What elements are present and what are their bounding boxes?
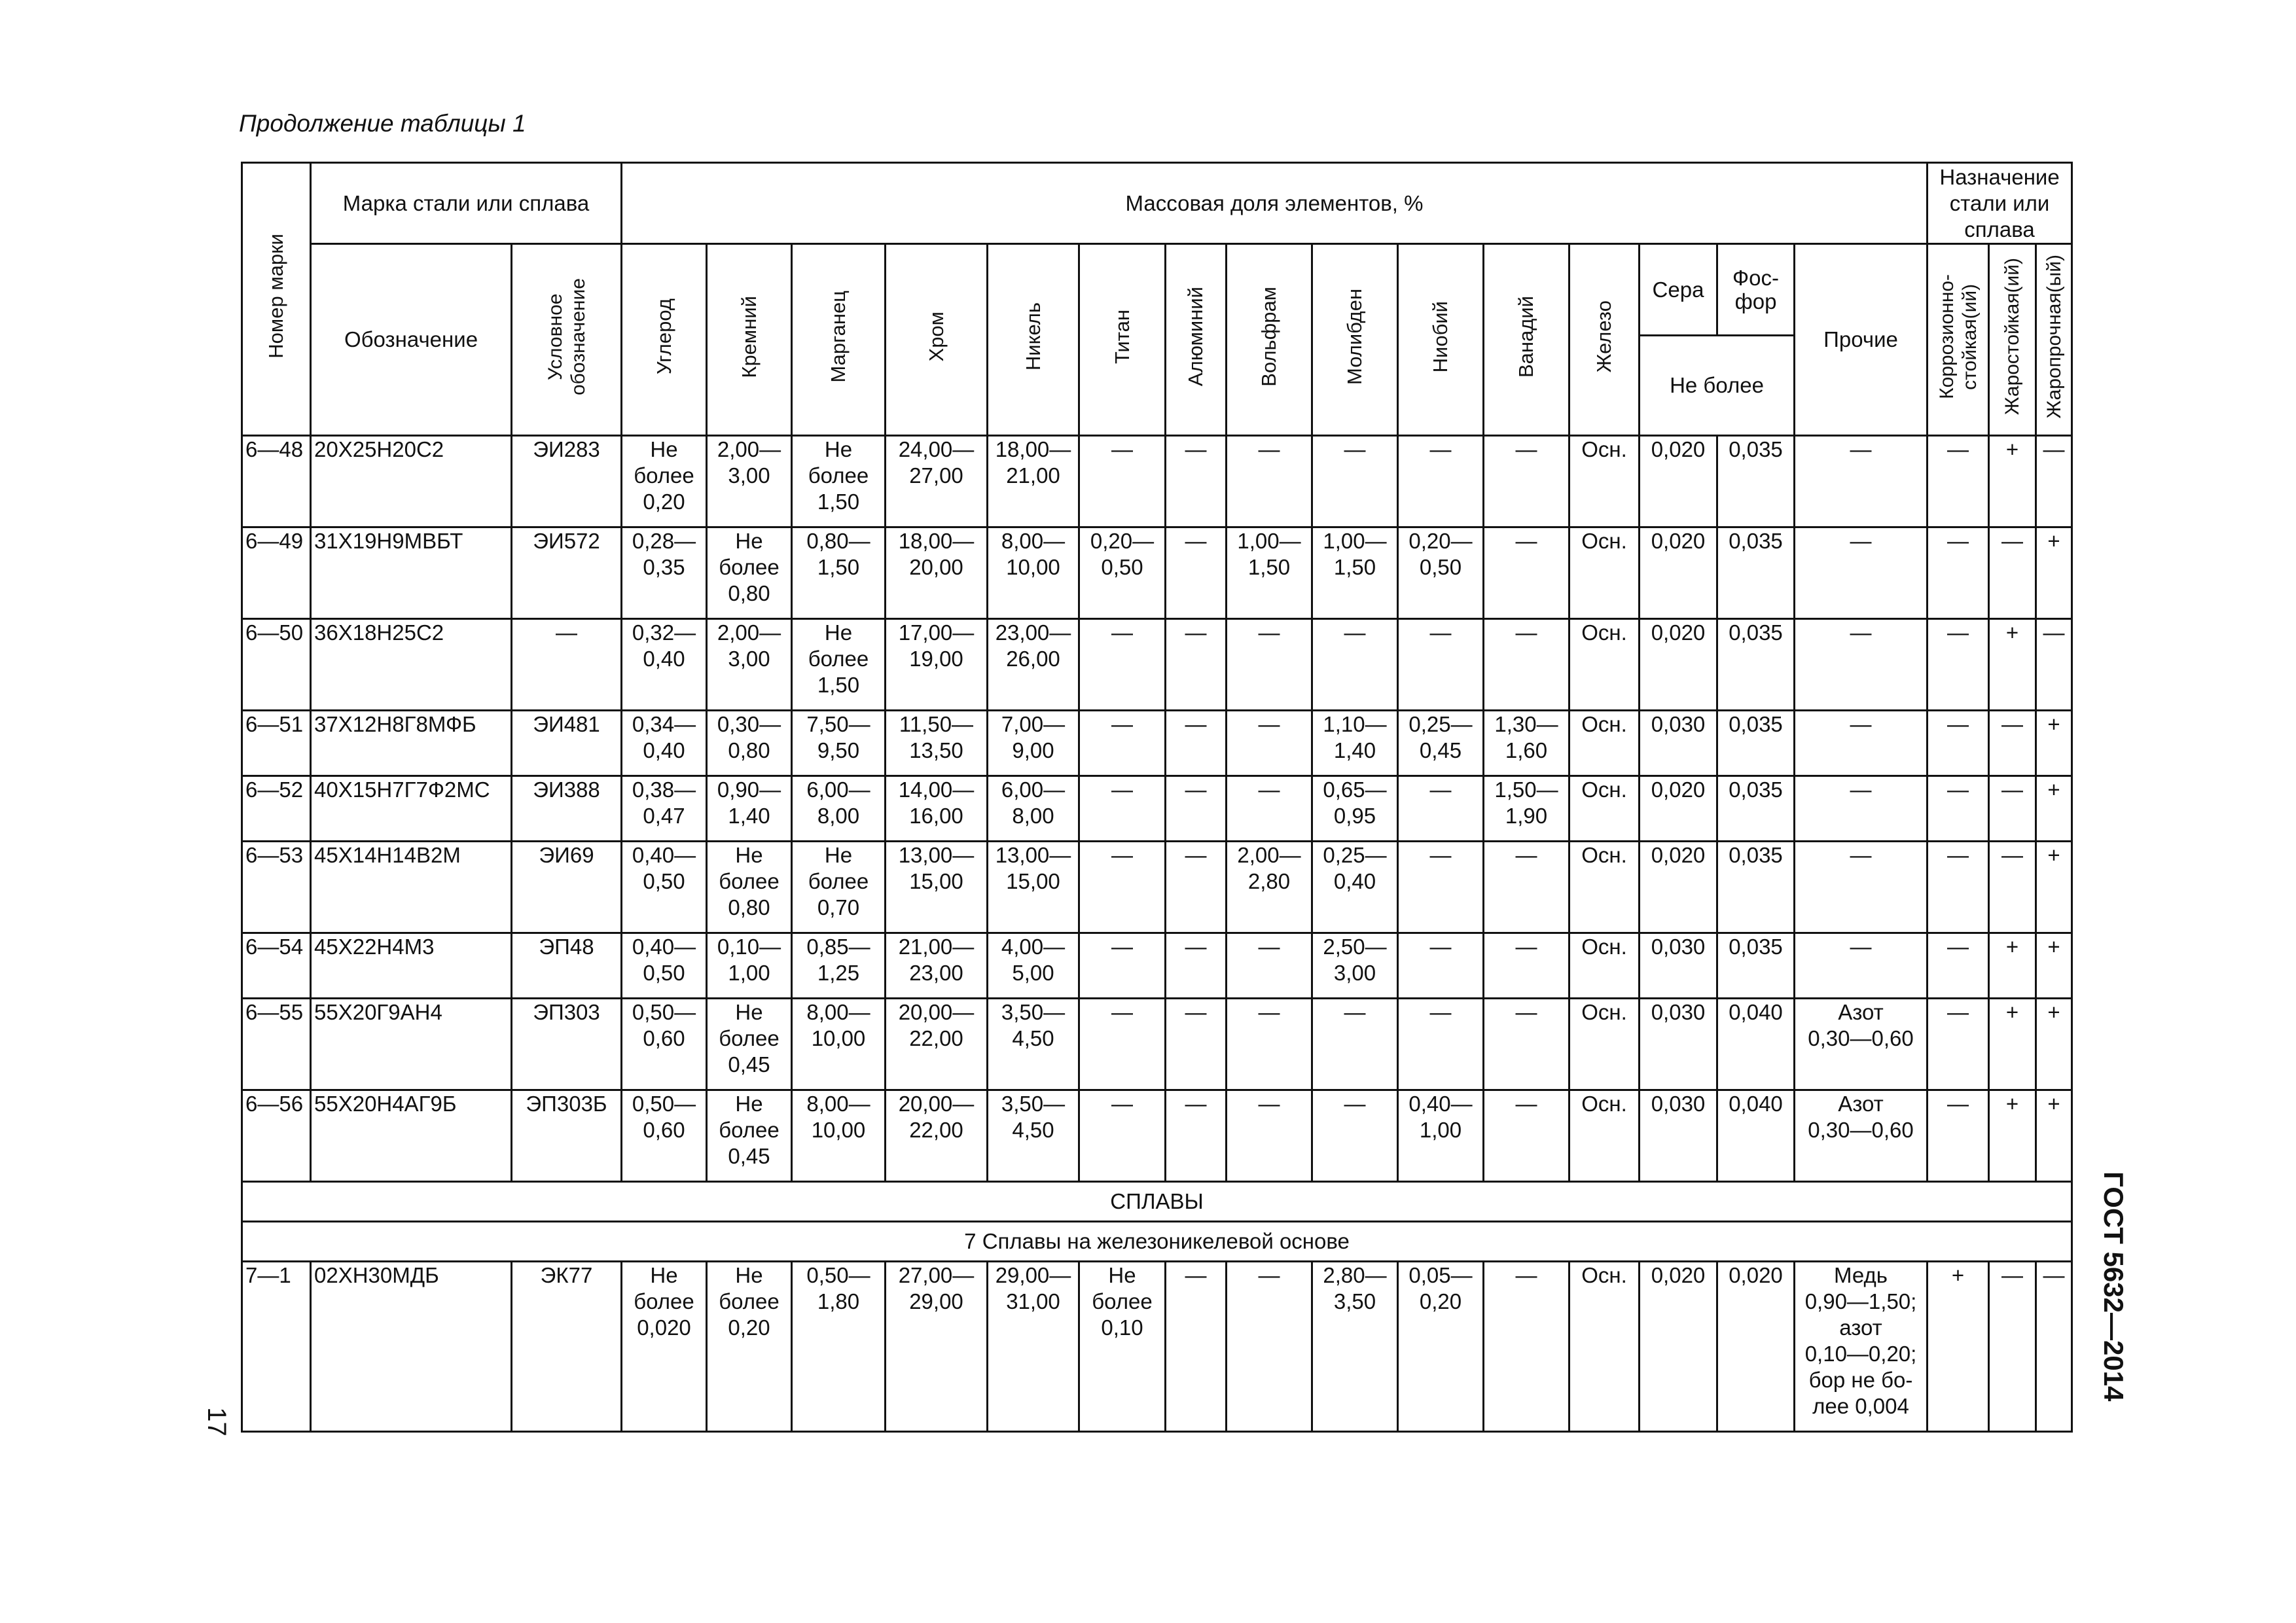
header-grade: Марка стали или сплава [311,163,622,244]
table-cell: 20,00— 22,00 [886,999,988,1090]
table-cell: Осн. [1570,842,1640,933]
page-number: 17 [202,1407,231,1436]
table-cell: — [1484,842,1570,933]
table-cell: 0,020 [1717,1262,1795,1432]
table-cell: 11,50— 13,50 [886,711,988,776]
table-cell: 0,80— 1,50 [792,527,886,619]
table-cell: 2,00— 2,80 [1227,842,1312,933]
table-cell: 0,030 [1640,933,1717,999]
table-cell: Не более 1,50 [792,436,886,527]
table-cell: + [1989,1090,2036,1182]
table-cell: + [1989,933,2036,999]
header-heat-resistant: Жаростойкая(ий) [1989,244,2036,436]
table-cell: 0,50— 0,60 [622,999,707,1090]
table-cell: + [2036,933,2072,999]
table-cell: 20Х25Н20С2 [311,436,512,527]
table-cell: — [1227,436,1312,527]
table-cell: 13,00— 15,00 [886,842,988,933]
table-cell: 37Х12Н8Г8МФБ [311,711,512,776]
table-row [242,527,2072,619]
table-cell: 0,30— 0,80 [707,711,792,776]
table-cell: 13,00— 15,00 [988,842,1079,933]
table-row [242,619,2072,711]
table-cell: — [1989,527,2036,619]
table-cell: — [1166,776,1227,842]
table-cell: 6—55 [242,999,311,1090]
table-cell: 0,25— 0,40 [1312,842,1398,933]
table-cell: 0,020 [1640,776,1717,842]
table-cell: 6,00— 8,00 [792,776,886,842]
table-cell: 0,50— 0,60 [622,1090,707,1182]
table-row [242,1090,2072,1182]
table-cell: — [1079,1090,1166,1182]
table-cell: 55Х20Н4АГ9Б [311,1090,512,1182]
table-cell: — [1928,933,1989,999]
table-cell: + [1928,1262,1989,1432]
table-cell: 8,00— 10,00 [988,527,1079,619]
table-cell: 1,00— 1,50 [1312,527,1398,619]
table-cell: 0,035 [1717,776,1795,842]
table-cell: 6—49 [242,527,311,619]
table-cell: — [1484,933,1570,999]
table-cell: 4,00— 5,00 [988,933,1079,999]
table-cell: 02ХН30МДБ [311,1262,512,1432]
table-cell: + [1989,999,2036,1090]
table-cell: 18,00— 20,00 [886,527,988,619]
header-nickel: Никель [988,244,1079,436]
header-chromium: Хром [886,244,988,436]
table-row [242,933,2072,999]
table-cell: 7,00— 9,00 [988,711,1079,776]
table-cell: — [1398,933,1484,999]
table-cell: 0,85— 1,25 [792,933,886,999]
table-cell: 0,035 [1717,619,1795,711]
header-conventional: Условное обозначение [512,244,622,436]
table-cell: — [1484,619,1570,711]
table-cell: 0,40— 1,00 [1398,1090,1484,1182]
table-cell: — [1928,1090,1989,1182]
table-body-steels [242,436,2072,1182]
table-cell: 17,00— 19,00 [886,619,988,711]
table-cell: — [1484,1262,1570,1432]
table-cell: 0,65— 0,95 [1312,776,1398,842]
table-cell: — [1398,619,1484,711]
table-cell: Не более 0,10 [1079,1262,1166,1432]
table-cell: — [1166,1090,1227,1182]
table-cell: 0,035 [1717,711,1795,776]
table-cell: Не более 0,20 [707,1262,792,1432]
table-cell: 27,00— 29,00 [886,1262,988,1432]
table-cell: 1,10— 1,40 [1312,711,1398,776]
table-cell: — [1166,1262,1227,1432]
table-header [242,163,2072,436]
table-cell: + [2036,711,2072,776]
table-cell: 0,035 [1717,436,1795,527]
header-tungsten: Вольфрам [1227,244,1312,436]
table-cell: — [1227,619,1312,711]
table-cell: 0,10— 1,00 [707,933,792,999]
table-cell: 2,80— 3,50 [1312,1262,1398,1432]
table-body-alloys [242,1262,2072,1432]
table-cell: 0,40— 0,50 [622,933,707,999]
table-cell: — [1166,842,1227,933]
header-corrosion: Коррозионно- стойкая(ий) [1928,244,1989,436]
table-cell: — [1166,436,1227,527]
table-cell: 0,020 [1640,842,1717,933]
table-cell: 0,030 [1640,999,1717,1090]
table-cell: 0,020 [1640,1262,1717,1432]
table-cell: Не более 1,50 [792,619,886,711]
section-alloys: СПЛАВЫ [242,1182,2072,1222]
header-iron: Железо [1570,244,1640,436]
table-cell: — [1795,711,1928,776]
table-cell: — [1928,842,1989,933]
table-cell: — [1989,1262,2036,1432]
table-cell: — [1398,842,1484,933]
table-cell: 14,00— 16,00 [886,776,988,842]
table-cell: ЭИ572 [512,527,622,619]
header-aluminium: Алюминий [1166,244,1227,436]
table-cell: Осн. [1570,527,1640,619]
table-cell: 8,00— 10,00 [792,1090,886,1182]
table-cell: — [1795,436,1928,527]
table-cell: — [1079,776,1166,842]
table-cell: Осн. [1570,933,1640,999]
table-cell: + [2036,776,2072,842]
table-cell: ЭП303Б [512,1090,622,1182]
table-cell: 6—52 [242,776,311,842]
table-cell: — [1928,711,1989,776]
table-cell: Не более 0,80 [707,527,792,619]
table-cell: 0,040 [1717,1090,1795,1182]
header-not-more: Не более [1640,336,1795,436]
table-cell: 21,00— 23,00 [886,933,988,999]
table-cell: 0,90— 1,40 [707,776,792,842]
table-cell: — [1079,933,1166,999]
table-cell: 6—54 [242,933,311,999]
table-cell: — [1795,619,1928,711]
table-cell: — [1166,711,1227,776]
table-cell: — [1166,619,1227,711]
table-cell: — [1928,527,1989,619]
header-mass-fraction: Массовая доля элементов, % [622,163,1928,244]
table-cell: 6—56 [242,1090,311,1182]
table-cell: ЭП48 [512,933,622,999]
table-cell: — [1928,999,1989,1090]
table-cell: 6—48 [242,436,311,527]
header-silicon: Кремний [707,244,792,436]
table-cell: Осн. [1570,619,1640,711]
header-designation: Обозначение [311,244,512,436]
table-cell: — [1928,436,1989,527]
table-cell: — [1928,619,1989,711]
table-cell: 7—1 [242,1262,311,1432]
table-cell: ЭИ481 [512,711,622,776]
table-cell: — [1795,842,1928,933]
table-cell: — [1166,527,1227,619]
table-cell: 1,50— 1,90 [1484,776,1570,842]
table-cell: + [1989,619,2036,711]
table-cell: Осн. [1570,999,1640,1090]
table-cell: 2,00— 3,00 [707,619,792,711]
table-cell: — [1227,1262,1312,1432]
table-cell: Азот 0,30—0,60 [1795,999,1928,1090]
table-cell: 0,035 [1717,527,1795,619]
header-manganese: Марганец [792,244,886,436]
table-cell: 7,50— 9,50 [792,711,886,776]
table-cell: 0,32— 0,40 [622,619,707,711]
table-cell: 40Х15Н7Г7Ф2МС [311,776,512,842]
header-carbon: Углерод [622,244,707,436]
table-cell: Осн. [1570,1090,1640,1182]
table-cell: — [1227,999,1312,1090]
table-cell: — [2036,619,2072,711]
header-purpose: Назначение стали или сплава [1928,163,2072,244]
table-cell: 45Х14Н14В2М [311,842,512,933]
table-cell: — [1079,842,1166,933]
table-cell: — [1398,999,1484,1090]
table-cell: 0,040 [1717,999,1795,1090]
table-cell: — [1484,1090,1570,1182]
table-cell: Осн. [1570,436,1640,527]
table-cell: — [1484,999,1570,1090]
table-cell: — [1079,711,1166,776]
table-cell: — [1079,436,1166,527]
table-cell: 20,00— 22,00 [886,1090,988,1182]
table-caption: Продолжение таблицы 1 [239,110,526,137]
table-cell: — [512,619,622,711]
table-cell: + [2036,842,2072,933]
table-cell: Не более 0,70 [792,842,886,933]
table-cell: — [2036,1262,2072,1432]
table-cell: Не более 0,020 [622,1262,707,1432]
table-cell: 1,00— 1,50 [1227,527,1312,619]
steel-composition-table [241,162,2073,1433]
gost-number: ГОСТ 5632—2014 [2098,1171,2129,1402]
table-cell: 0,020 [1640,527,1717,619]
table-cell: 6—53 [242,842,311,933]
table-cell: Не более 0,45 [707,999,792,1090]
table-cell: Осн. [1570,776,1640,842]
header-sulfur: Сера [1640,244,1717,336]
table-cell: 8,00— 10,00 [792,999,886,1090]
table-cell: 0,25— 0,45 [1398,711,1484,776]
table-cell: ЭП303 [512,999,622,1090]
table-cell: 2,00— 3,00 [707,436,792,527]
table-cell: — [1484,527,1570,619]
table-cell: Осн. [1570,711,1640,776]
table-cell: 0,50— 1,80 [792,1262,886,1432]
table-cell: 0,28— 0,35 [622,527,707,619]
table-cell: 0,05— 0,20 [1398,1262,1484,1432]
table-cell: ЭИ283 [512,436,622,527]
table-cell: — [1312,436,1398,527]
table-cell: ЭИ69 [512,842,622,933]
table-cell: — [1795,776,1928,842]
table-cell: 3,50— 4,50 [988,1090,1079,1182]
table-cell: — [1079,999,1166,1090]
table-cell: — [1484,436,1570,527]
table-cell: 2,50— 3,00 [1312,933,1398,999]
table-cell: 0,38— 0,47 [622,776,707,842]
header-titanium: Титан [1079,244,1166,436]
table-row [242,999,2072,1090]
table-cell: — [1398,436,1484,527]
table-cell: 23,00— 26,00 [988,619,1079,711]
table-row [242,776,2072,842]
table-cell: 1,30— 1,60 [1484,711,1570,776]
table-cell: — [1928,776,1989,842]
table-cell: 29,00— 31,00 [988,1262,1079,1432]
table-cell: 0,030 [1640,711,1717,776]
header-molybdenum: Молибден [1312,244,1398,436]
header-other: Прочие [1795,244,1928,436]
header-phosphorus: Фос- фор [1717,244,1795,336]
table-cell: — [1398,776,1484,842]
table-cell: 0,035 [1717,933,1795,999]
table-cell: — [1227,1090,1312,1182]
table-row [242,711,2072,776]
section-iron-nickel: 7 Сплавы на железоникелевой основе [242,1222,2072,1262]
table-cell: Не более 0,45 [707,1090,792,1182]
table-cell: 6—51 [242,711,311,776]
table-cell: 0,035 [1717,842,1795,933]
table-cell: 0,030 [1640,1090,1717,1182]
table-cell: — [1795,933,1928,999]
table-cell: — [2036,436,2072,527]
table-cell: ЭК77 [512,1262,622,1432]
table-cell: — [1312,619,1398,711]
table-cell: 6,00— 8,00 [988,776,1079,842]
table-cell: 0,020 [1640,619,1717,711]
header-vanadium: Ванадий [1484,244,1570,436]
table-cell: — [1227,776,1312,842]
table-cell: Азот 0,30—0,60 [1795,1090,1928,1182]
table-cell: + [2036,527,2072,619]
table-cell: Не более 0,20 [622,436,707,527]
table-cell: 0,40— 0,50 [622,842,707,933]
table-row [242,1262,2072,1432]
table-cell: 0,020 [1640,436,1717,527]
table-cell: + [2036,1090,2072,1182]
table-cell: — [1989,776,2036,842]
table-cell: 31Х19Н9МВБТ [311,527,512,619]
table-cell: — [1989,711,2036,776]
table-cell: 36Х18Н25С2 [311,619,512,711]
table-cell: — [1312,1090,1398,1182]
table-cell: 0,20— 0,50 [1398,527,1484,619]
table-cell: 45Х22Н4М3 [311,933,512,999]
table-cell: Осн. [1570,1262,1640,1432]
table-cell: 0,34— 0,40 [622,711,707,776]
table-cell: 55Х20Г9АН4 [311,999,512,1090]
table-cell: — [1079,619,1166,711]
table-row [242,842,2072,933]
table-cell: — [1227,711,1312,776]
table-cell: — [1166,999,1227,1090]
table-cell: + [2036,999,2072,1090]
table-cell: — [1166,933,1227,999]
table-cell: ЭИ388 [512,776,622,842]
table-cell: + [1989,436,2036,527]
table-cell: — [1312,999,1398,1090]
table-row [242,436,2072,527]
table-cell: 24,00— 27,00 [886,436,988,527]
table-cell: 0,20— 0,50 [1079,527,1166,619]
table-cell: Не более 0,80 [707,842,792,933]
header-niobium: Ниобий [1398,244,1484,436]
table-cell: — [1795,527,1928,619]
table-cell: Медь 0,90—1,50; азот 0,10—0,20; бор не бо- лее 0,004 [1795,1262,1928,1432]
table-cell: 3,50— 4,50 [988,999,1079,1090]
table-cell: — [1227,933,1312,999]
table-cell: — [1989,842,2036,933]
table-cell: 18,00— 21,00 [988,436,1079,527]
header-number: Номер марки [242,163,311,436]
header-heat-strength: Жаропрочная(ый) [2036,244,2072,436]
table-cell: 6—50 [242,619,311,711]
